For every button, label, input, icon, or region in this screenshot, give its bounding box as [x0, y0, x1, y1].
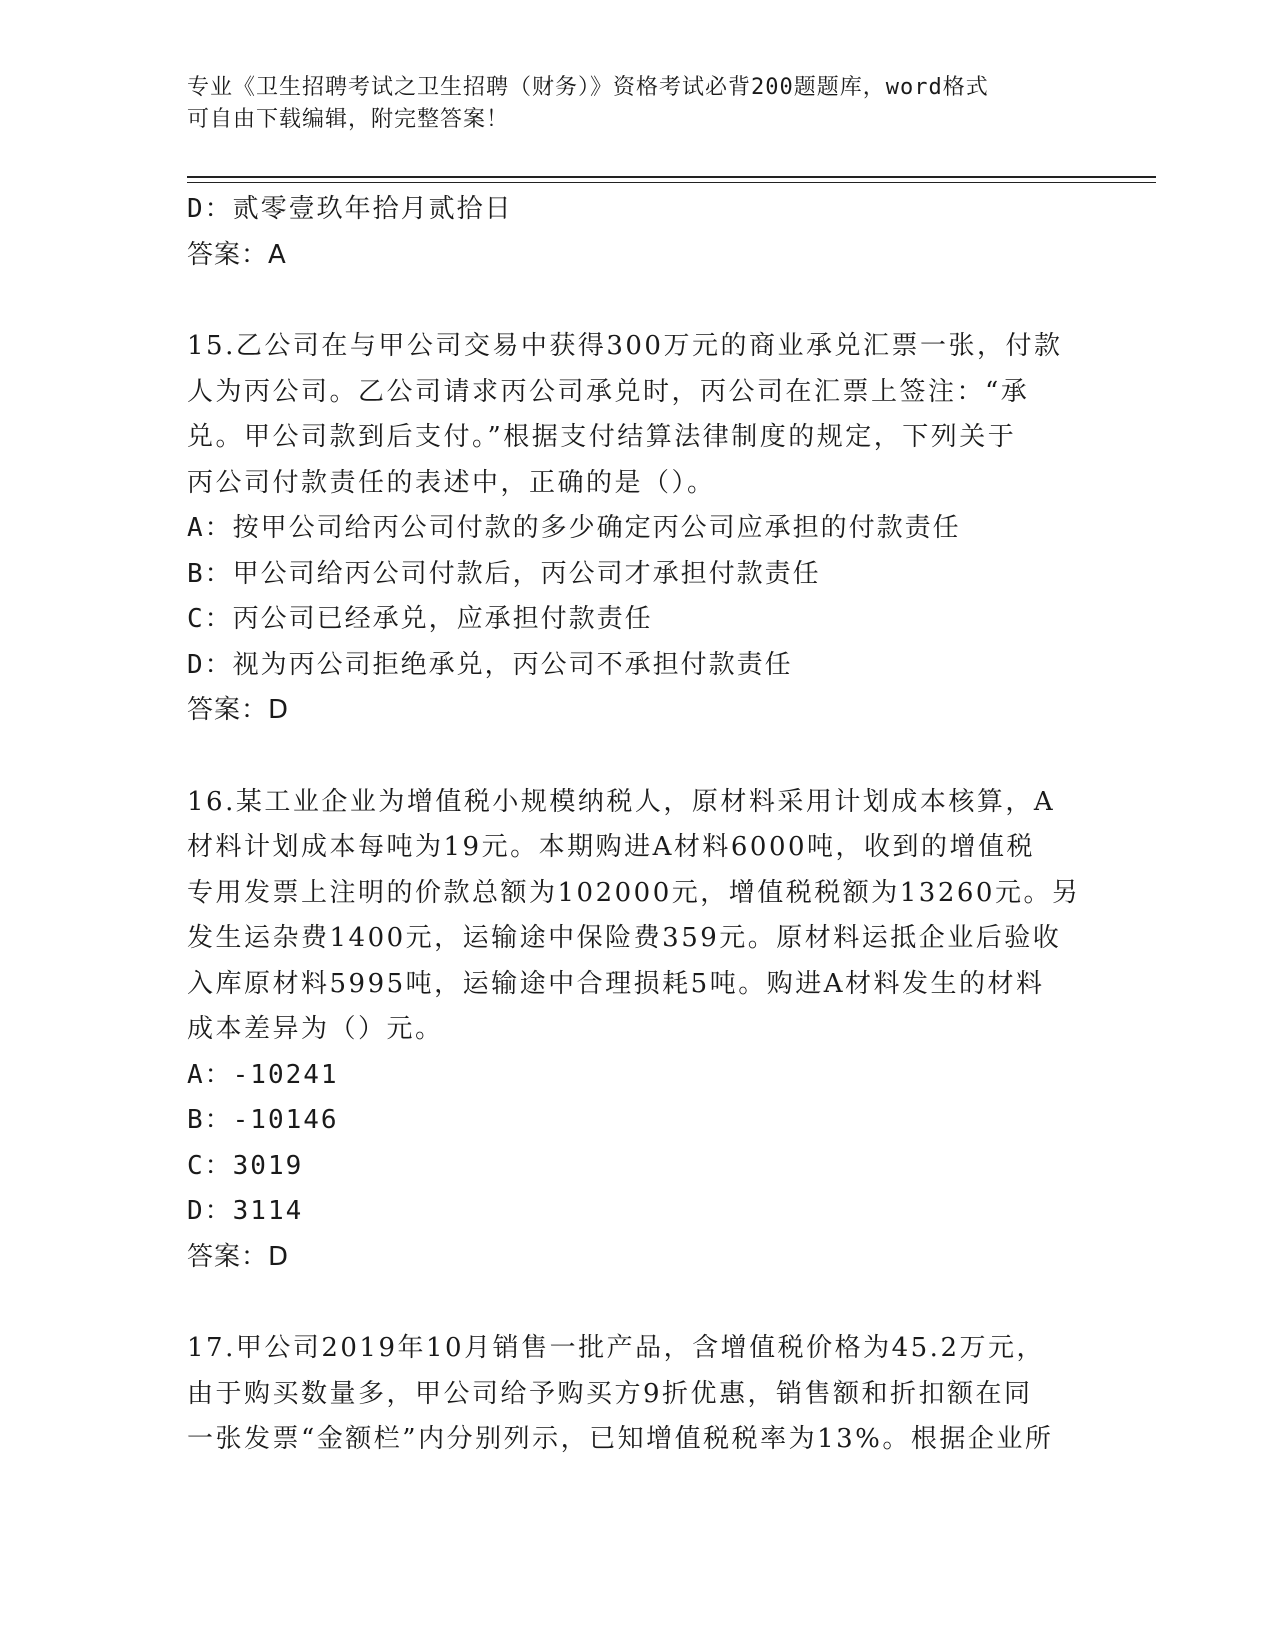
q14-option-d: D：贰零壹玖年拾月贰拾日	[187, 194, 513, 224]
header-title-line-2: 可自由下载编辑，附完整答案！	[187, 107, 510, 132]
spacer	[187, 1280, 1087, 1326]
q16-stem-line: 专用发票上注明的价款总额为102000元，增值税税额为13260元。另	[187, 877, 1081, 908]
q16-option-b: B：-10146	[187, 1105, 339, 1135]
document-body	[187, 187, 1087, 1463]
header-divider-thick	[187, 176, 1156, 178]
q17-stem-line: 17.甲公司2019年10月销售一批产品，含增值税价格为45.2万元，	[187, 1333, 1045, 1363]
q15-option-b: B：甲公司给丙公司付款后，丙公司才承担付款责任	[187, 558, 821, 589]
question-17	[187, 1326, 1087, 1463]
q14-answer: 答案：A	[187, 239, 287, 270]
q15-stem-line: 丙公司付款责任的表述中，正确的是（）。	[187, 467, 716, 498]
spacer	[187, 278, 1087, 324]
q15-stem-line: 兑。甲公司款到后支付。”根据支付结算法律制度的规定，下列关于	[187, 422, 1017, 452]
q17-stem-line: 由于购买数量多，甲公司给予购买方9折优惠，销售额和折扣额在同	[187, 1378, 1033, 1409]
question-16	[187, 780, 1087, 1281]
q15-answer: 答案：D	[187, 695, 290, 725]
q15-stem-line: 人为丙公司。乙公司请求丙公司承兑时，丙公司在汇票上签注：“承	[187, 376, 1030, 407]
q16-stem-line: 成本差异为（）元。	[187, 1014, 444, 1044]
q17-stem-line: 一张发票“金额栏”内分别列示，已知增值税税率为13%。根据企业所	[187, 1424, 1054, 1454]
q16-stem-line: 发生运杂费1400元，运输途中保险费359元。原材料运抵企业后验收	[187, 923, 1062, 953]
q15-stem-line: 15.乙公司在与甲公司交易中获得300万元的商业承兑汇票一张，付款	[187, 331, 1063, 361]
spacer	[187, 734, 1087, 780]
q16-option-c: C：3019	[187, 1150, 304, 1181]
q16-answer: 答案：D	[187, 1241, 290, 1272]
document-header	[187, 72, 1067, 136]
q16-option-d: D：3114	[187, 1196, 304, 1226]
q15-option-c: C：丙公司已经承兑，应承担付款责任	[187, 604, 653, 634]
header-title-line-1: 专业《卫生招聘考试之卫生招聘（财务）》资格考试必背200题题库，word格式	[187, 75, 989, 100]
header-divider-thin	[187, 182, 1156, 183]
q16-stem-line: 材料计划成本每吨为19元。本期购进A材料6000吨，收到的增值税	[187, 832, 1036, 862]
q15-option-a: A：按甲公司给丙公司付款的多少确定丙公司应承担的付款责任	[187, 513, 961, 543]
q16-stem-line: 入库原材料5995吨，运输途中合理损耗5吨。购进A材料发生的材料	[187, 968, 1045, 999]
question-15	[187, 324, 1087, 734]
q16-stem-line: 16.某工业企业为增值税小规模纳税人，原材料采用计划成本核算，A	[187, 786, 1056, 817]
q15-option-d: D：视为丙公司拒绝承兑，丙公司不承担付款责任	[187, 649, 793, 680]
q16-option-a: A：-10241	[187, 1059, 339, 1090]
